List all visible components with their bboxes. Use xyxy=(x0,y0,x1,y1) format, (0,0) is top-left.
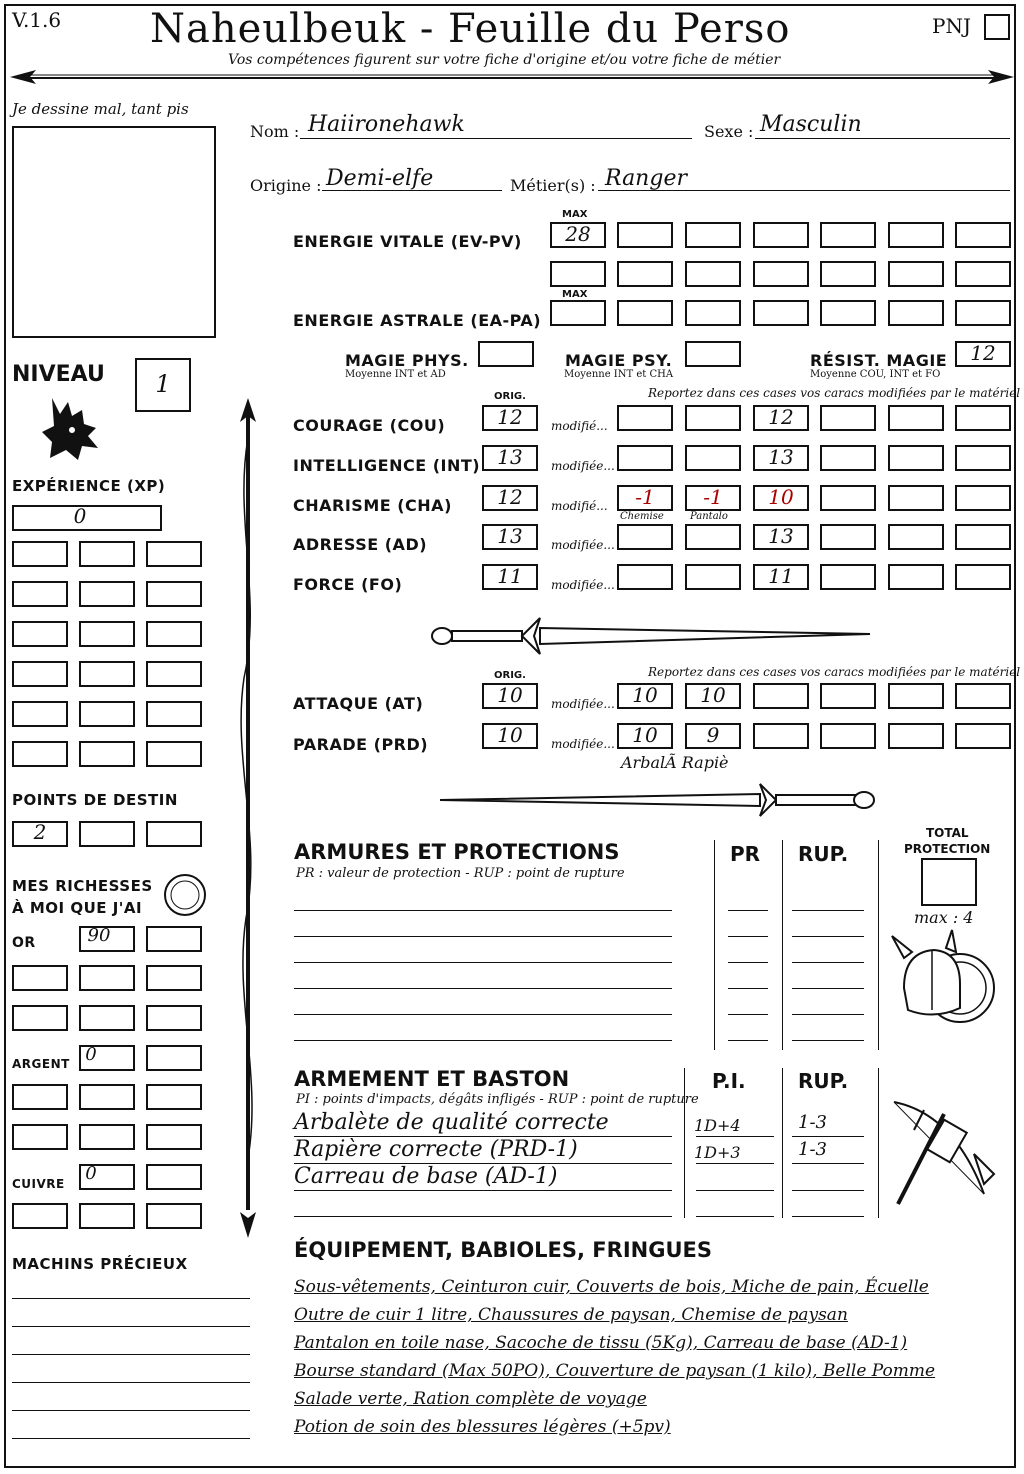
resist-magie-label: RÉSIST. MAGIE xyxy=(810,351,948,370)
version-label: V.1.6 xyxy=(12,8,62,32)
parade-label: PARADE (PRD) xyxy=(293,735,429,754)
ea-box[interactable] xyxy=(617,300,673,326)
armor-rup-line[interactable] xyxy=(792,962,864,963)
ea-max-label: MAX xyxy=(562,289,588,300)
attaque-mod-box[interactable] xyxy=(753,683,809,709)
combat-report-note: Reportez dans ces cases vos caracs modifiées par le matériel xyxy=(648,665,1021,679)
armor-name-line[interactable] xyxy=(294,962,672,963)
ev-box[interactable] xyxy=(617,261,673,287)
stat-orig-value: 12 xyxy=(497,405,523,429)
portrait-box[interactable] xyxy=(12,126,216,338)
page-title: Naheulbeuk - Feuille du Perso xyxy=(150,6,791,52)
xp-box[interactable] xyxy=(79,701,135,727)
armement-note: PI : points d'impacts, dégâts infligés - RUP : point de rupture xyxy=(296,1092,699,1107)
armor-pr-line[interactable] xyxy=(728,1040,768,1041)
weapon-pi-line[interactable] xyxy=(696,1216,774,1217)
weapons-pi-header: P.I. xyxy=(712,1069,746,1093)
weapon-rup-line xyxy=(792,1190,864,1191)
armor-pr-line[interactable] xyxy=(728,1014,768,1015)
ev-box[interactable] xyxy=(550,261,606,287)
magie-phys-note: Moyenne INT et AD xyxy=(345,369,446,380)
argent-box[interactable] xyxy=(12,1124,68,1150)
ea-box[interactable] xyxy=(753,300,809,326)
ev-max-value: 28 xyxy=(565,222,591,246)
destin-value: 2 xyxy=(33,820,47,844)
xp-box[interactable] xyxy=(146,661,202,687)
stat-label: INTELLIGENCE (INT) xyxy=(293,456,481,475)
attaque-mod-box[interactable] xyxy=(888,683,944,709)
argent-box[interactable] xyxy=(146,1084,202,1110)
argent-box[interactable] xyxy=(146,1045,202,1071)
stat-orig-value: 13 xyxy=(497,445,523,469)
attaque-mod-2-value: 10 xyxy=(700,683,726,707)
argent-label: ARGENT xyxy=(12,1057,70,1071)
equipment-line[interactable]: Potion de soin des blessures légères (+5pv) xyxy=(294,1417,671,1437)
stat-label: CHARISME (CHA) xyxy=(293,496,452,515)
weapon-name-line xyxy=(294,1190,672,1191)
equipment-line[interactable]: Pantalon en toile nase, Sacoche de tissu (5Kg), Carreau de base (AD-1) xyxy=(294,1333,908,1353)
stat-mod-3-value: 13 xyxy=(768,445,794,469)
cuivre-label: CUIVRE xyxy=(12,1177,65,1191)
ev-max-label: MAX xyxy=(562,209,588,220)
parade-mod-2-value: 9 xyxy=(706,723,720,747)
armor-name-line[interactable] xyxy=(294,910,672,911)
xp-box[interactable] xyxy=(79,541,135,567)
parade-mod-box[interactable] xyxy=(820,723,876,749)
parade-mod-box[interactable] xyxy=(955,723,1011,749)
attaque-mod-1-value: 10 xyxy=(632,683,658,707)
or-label: OR xyxy=(12,935,36,951)
armor-rup-line[interactable] xyxy=(792,1040,864,1041)
magie-psy-box[interactable] xyxy=(685,341,741,367)
weapon-name[interactable]: Carreau de base (AD-1) xyxy=(294,1164,558,1189)
stat-mod-box[interactable] xyxy=(685,524,741,550)
attaque-label: ATTAQUE (AT) xyxy=(293,694,424,713)
ev-box[interactable] xyxy=(753,222,809,248)
total-protection-label-1: TOTAL xyxy=(926,826,969,840)
magie-phys-box[interactable] xyxy=(478,341,534,367)
richesses-label-1: MES RICHESSES xyxy=(12,877,153,895)
weapons-icon xyxy=(884,1094,1004,1214)
weapon-note: ArbalÃ Rapiè xyxy=(621,753,729,772)
weapon-name-line[interactable] xyxy=(294,1216,672,1217)
magie-phys-label: MAGIE PHYS. xyxy=(345,351,469,370)
origine-underline xyxy=(322,190,502,191)
xp-label: EXPÉRIENCE (XP) xyxy=(12,477,166,495)
precious-line[interactable] xyxy=(12,1354,250,1355)
attaque-mod-box[interactable] xyxy=(820,683,876,709)
stats-report-note: Reportez dans ces cases vos caracs modifiées par le matériel xyxy=(648,386,1021,400)
niveau-value: 1 xyxy=(155,370,171,398)
stat-mod-label: modifiée... xyxy=(551,538,615,552)
stat-mod-box[interactable] xyxy=(888,564,944,590)
ea-box[interactable] xyxy=(820,300,876,326)
coin-icon xyxy=(162,872,208,918)
armor-rup-header: RUP. xyxy=(798,842,849,866)
weapon-pi-line xyxy=(696,1190,774,1191)
stat-mod-2-value: -1 xyxy=(703,485,723,509)
xp-box[interactable] xyxy=(146,621,202,647)
precious-line[interactable] xyxy=(12,1298,250,1299)
weapon-rup-line[interactable] xyxy=(792,1216,864,1217)
xp-box[interactable] xyxy=(12,741,68,767)
armures-title: ARMURES ET PROTECTIONS xyxy=(294,840,620,864)
weapon-pi-line xyxy=(696,1163,774,1164)
stat-orig-value: 11 xyxy=(497,564,523,588)
magie-psy-label: MAGIE PSY. xyxy=(565,351,673,370)
sword-decoration-top xyxy=(430,612,880,656)
combat-orig-label: ORIG. xyxy=(494,670,526,681)
ev-box[interactable] xyxy=(820,261,876,287)
xp-box[interactable] xyxy=(12,701,68,727)
weapons-col-divider-2 xyxy=(782,1068,783,1218)
weapons-col-divider-3 xyxy=(878,1068,879,1218)
parade-orig-value: 10 xyxy=(497,723,523,747)
armor-pr-line[interactable] xyxy=(728,988,768,989)
armor-col-divider-2 xyxy=(782,840,783,1050)
xp-box[interactable] xyxy=(79,741,135,767)
stat-mod-box[interactable] xyxy=(820,524,876,550)
weapon-pi[interactable]: 1D+3 xyxy=(694,1143,741,1162)
xp-box[interactable] xyxy=(79,581,135,607)
or-value: 90 xyxy=(87,925,111,946)
armor-pr-line[interactable] xyxy=(728,962,768,963)
argent-box[interactable] xyxy=(79,1124,135,1150)
stat-mod-label: modifiée... xyxy=(551,578,615,592)
armor-pr-header: PR xyxy=(730,842,761,866)
armor-rup-line[interactable] xyxy=(792,1014,864,1015)
argent-box[interactable] xyxy=(79,1084,135,1110)
stat-mod-box[interactable] xyxy=(955,445,1011,471)
nom-label: Nom : xyxy=(250,122,300,141)
ev-box[interactable] xyxy=(685,222,741,248)
stat-mod-box[interactable] xyxy=(955,524,1011,550)
equipment-line[interactable]: Salade verte, Ration complète de voyage xyxy=(294,1389,647,1409)
xp-box[interactable] xyxy=(146,541,202,567)
pnj-label: PNJ xyxy=(932,14,971,38)
cuivre-box[interactable] xyxy=(12,1203,68,1229)
xp-box[interactable] xyxy=(12,621,68,647)
cuivre-box[interactable] xyxy=(79,1203,135,1229)
xp-box[interactable] xyxy=(79,621,135,647)
precious-line[interactable] xyxy=(12,1382,250,1383)
stat-mod-box[interactable] xyxy=(685,405,741,431)
cuivre-box[interactable] xyxy=(146,1203,202,1229)
stat-mod-1-value: -1 xyxy=(635,485,655,509)
total-protection-box[interactable] xyxy=(921,858,977,906)
stat-mod-label: modifié... xyxy=(551,419,608,433)
parade-mod-1-value: 10 xyxy=(632,723,658,747)
weapon-rup[interactable]: 1-3 xyxy=(798,1139,827,1160)
xp-box[interactable] xyxy=(146,701,202,727)
or-box[interactable] xyxy=(79,1005,135,1031)
ev-box[interactable] xyxy=(955,261,1011,287)
metier-value[interactable]: Ranger xyxy=(605,166,687,191)
armor-rup-line[interactable] xyxy=(792,988,864,989)
ev-box[interactable] xyxy=(955,222,1011,248)
portrait-caption: Je dessine mal, tant pis xyxy=(12,100,189,118)
stat-orig-value: 12 xyxy=(497,485,523,509)
parade-mod-box[interactable] xyxy=(753,723,809,749)
helmet-shield-icon xyxy=(890,928,1000,1038)
or-box[interactable] xyxy=(146,926,202,952)
weapon-pi-line xyxy=(696,1136,774,1137)
stat-mod-box[interactable] xyxy=(820,445,876,471)
stat-mod-box[interactable] xyxy=(685,445,741,471)
stat-mod-3-value: 11 xyxy=(768,564,794,588)
ea-box[interactable] xyxy=(685,300,741,326)
precious-line[interactable] xyxy=(12,1410,250,1411)
stat-mod-box[interactable] xyxy=(955,405,1011,431)
resist-magie-value: 12 xyxy=(970,341,996,365)
weapon-rup[interactable]: 1-3 xyxy=(798,1112,827,1133)
attaque-orig-value: 10 xyxy=(497,683,523,707)
ev-box[interactable] xyxy=(753,261,809,287)
origine-value[interactable]: Demi-elfe xyxy=(326,166,434,191)
stat-mod-label: modifié... xyxy=(551,499,608,513)
armor-name-line[interactable] xyxy=(294,988,672,989)
armement-title: ARMEMENT ET BASTON xyxy=(294,1067,570,1091)
sword-decoration-bottom xyxy=(430,778,880,822)
stat-mod-3-value: 10 xyxy=(768,485,794,509)
or-box[interactable] xyxy=(12,1005,68,1031)
ev-box[interactable] xyxy=(888,261,944,287)
header-divider xyxy=(10,66,1014,90)
cuivre-box[interactable] xyxy=(146,1164,202,1190)
destin-box-2[interactable] xyxy=(79,821,135,847)
stat-mod-3-value: 12 xyxy=(768,405,794,429)
destin-label: POINTS DE DESTIN xyxy=(12,791,178,809)
resist-magie-note: Moyenne COU, INT et FO xyxy=(810,369,941,380)
stat-mod-box[interactable] xyxy=(617,405,673,431)
weapon-pi[interactable]: 1D+4 xyxy=(694,1116,741,1135)
armor-name-line[interactable] xyxy=(294,936,672,937)
stat-label: COURAGE (COU) xyxy=(293,416,446,435)
stat-mod-box[interactable] xyxy=(955,564,1011,590)
ev-box[interactable] xyxy=(820,222,876,248)
stat-mod-box[interactable] xyxy=(888,485,944,511)
stat-mod-box[interactable] xyxy=(820,485,876,511)
nom-value[interactable]: Haiironehawk xyxy=(308,112,465,137)
destin-box-3[interactable] xyxy=(146,821,202,847)
armor-col-divider-1 xyxy=(714,840,715,1050)
stat-label: FORCE (FO) xyxy=(293,575,403,594)
orig-label: ORIG. xyxy=(494,391,526,402)
origine-label: Origine : xyxy=(250,176,322,195)
attaque-mod-label: modifiée... xyxy=(551,697,615,711)
stat-mod-box[interactable] xyxy=(617,524,673,550)
xp-box[interactable] xyxy=(12,661,68,687)
nom-underline xyxy=(300,138,692,139)
total-protection-max: max : 4 xyxy=(914,908,974,927)
armor-pr-line[interactable] xyxy=(728,936,768,937)
precious-line[interactable] xyxy=(12,1438,250,1439)
stat-mod-box[interactable] xyxy=(820,405,876,431)
stat-mod-3-value: 13 xyxy=(768,524,794,548)
or-box[interactable] xyxy=(146,965,202,991)
stat-orig-value: 13 xyxy=(497,524,523,548)
richesses-label-2: À MOI QUE J'AI xyxy=(12,899,143,917)
weapons-col-divider-1 xyxy=(684,1068,685,1218)
equipement-title: ÉQUIPEMENT, BABIOLES, FRINGUES xyxy=(294,1238,712,1262)
ev-box[interactable] xyxy=(888,222,944,248)
sexe-underline xyxy=(755,138,1010,139)
xp-box[interactable] xyxy=(79,661,135,687)
sexe-label: Sexe : xyxy=(704,122,754,141)
or-box[interactable] xyxy=(12,965,68,991)
sexe-value[interactable]: Masculin xyxy=(760,112,862,137)
stat-mod-box[interactable] xyxy=(888,445,944,471)
xp-value: 0 xyxy=(73,504,87,528)
ea-max-box[interactable] xyxy=(550,300,606,326)
ea-box[interactable] xyxy=(955,300,1011,326)
argent-box[interactable] xyxy=(12,1084,68,1110)
armures-note: PR : valeur de protection - RUP : point de rupture xyxy=(296,866,625,881)
staff-decoration xyxy=(230,398,266,1238)
armor-name-line[interactable] xyxy=(294,1040,672,1041)
stat-label: ADRESSE (AD) xyxy=(293,535,428,554)
ev-label: ENERGIE VITALE (EV-PV) xyxy=(293,232,522,251)
ea-box[interactable] xyxy=(888,300,944,326)
weapons-rup-header: RUP. xyxy=(798,1069,849,1093)
weapon-rup-line xyxy=(792,1163,864,1164)
armor-pr-line[interactable] xyxy=(728,910,768,911)
xp-box[interactable] xyxy=(12,541,68,567)
argent-box[interactable] xyxy=(146,1124,202,1150)
ea-label: ENERGIE ASTRALE (EA-PA) xyxy=(293,311,542,330)
equipment-line[interactable]: Outre de cuir 1 litre, Chaussures de paysan, Chemise de paysan xyxy=(294,1305,848,1325)
stat-mod-box[interactable] xyxy=(888,524,944,550)
or-box[interactable] xyxy=(79,965,135,991)
armor-name-line[interactable] xyxy=(294,1014,672,1015)
ev-box[interactable] xyxy=(685,261,741,287)
stat-mod-1-note: Chemise xyxy=(620,511,664,522)
cuivre-value: 0 xyxy=(85,1163,97,1184)
armor-rup-line[interactable] xyxy=(792,910,864,911)
weapon-name[interactable]: Arbalète de qualité correcte xyxy=(294,1110,609,1135)
stat-mod-box[interactable] xyxy=(685,564,741,590)
argent-value: 0 xyxy=(85,1044,97,1065)
stat-mod-box[interactable] xyxy=(617,445,673,471)
machins-label: MACHINS PRÉCIEUX xyxy=(12,1255,188,1273)
precious-line[interactable] xyxy=(12,1326,250,1327)
equipment-line[interactable]: Sous-vêtements, Ceinturon cuir, Couverts de bois, Miche de pain, Écuelle xyxy=(294,1277,929,1297)
stat-mod-box[interactable] xyxy=(617,564,673,590)
armor-col-divider-3 xyxy=(878,840,879,1050)
stat-mod-box[interactable] xyxy=(888,405,944,431)
metier-underline xyxy=(598,190,1010,191)
stat-mod-box[interactable] xyxy=(955,485,1011,511)
parade-mod-box[interactable] xyxy=(888,723,944,749)
armor-rup-line[interactable] xyxy=(792,936,864,937)
xp-box[interactable] xyxy=(146,741,202,767)
total-protection-label-2: PROTECTION xyxy=(904,842,991,856)
page-subtitle: Vos compétences figurent sur votre fiche d'origine et/ou votre fiche de métier xyxy=(228,52,781,68)
equipment-line[interactable]: Bourse standard (Max 50PO), Couverture de paysan (1 kilo), Belle Pomme xyxy=(294,1361,936,1381)
dragon-icon xyxy=(38,392,104,466)
weapon-name[interactable]: Rapière correcte (PRD-1) xyxy=(294,1137,578,1162)
pnj-checkbox[interactable] xyxy=(984,14,1010,40)
metier-label: Métier(s) : xyxy=(510,176,596,195)
xp-box[interactable] xyxy=(146,581,202,607)
or-box[interactable] xyxy=(146,1005,202,1031)
stat-mod-label: modifiée... xyxy=(551,459,615,473)
weapon-rup-line xyxy=(792,1136,864,1137)
stat-mod-2-note: Pantalo xyxy=(690,511,728,522)
magie-psy-note: Moyenne INT et CHA xyxy=(564,369,674,380)
attaque-mod-box[interactable] xyxy=(955,683,1011,709)
ev-box[interactable] xyxy=(617,222,673,248)
xp-box[interactable] xyxy=(12,581,68,607)
parade-mod-label: modifiée... xyxy=(551,737,615,751)
niveau-label: NIVEAU xyxy=(12,362,105,387)
stat-mod-box[interactable] xyxy=(820,564,876,590)
